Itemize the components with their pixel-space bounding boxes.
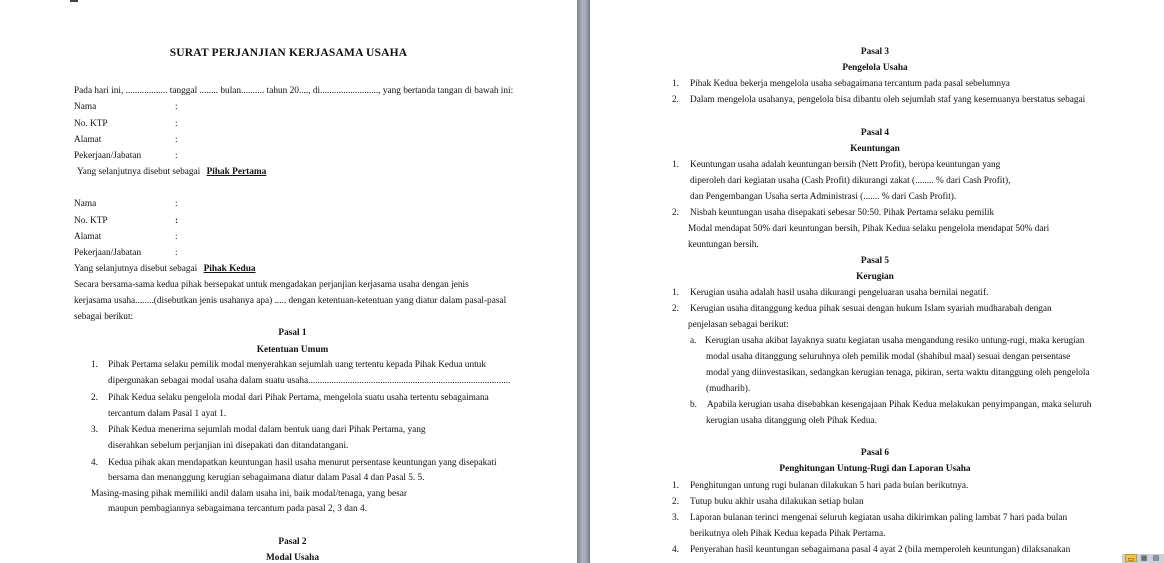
list-item-cont: dipergunakan sebagai modal usaha dalam suatu usaha....................................................................................... bbox=[108, 376, 511, 386]
field-label: No. KTP bbox=[74, 119, 108, 129]
list-item-cont: keuntungan bersih. bbox=[688, 240, 759, 250]
field-label: No. KTP bbox=[74, 216, 108, 226]
sublist-item-cont: (mudharib). bbox=[706, 384, 751, 394]
field-colon: : bbox=[175, 216, 179, 226]
pasal-heading: Pasal 5 bbox=[860, 256, 890, 266]
field-label: Pekerjaan/Jabatan bbox=[74, 151, 142, 161]
list-number: 2. bbox=[672, 95, 679, 105]
list-item: Kedua pihak akan mendapatkan keuntungan hasil usaha menurut persentase keuntungan yang disepakati bbox=[108, 458, 497, 468]
list-item: Kerugian usaha ditanggung kedua pihak sesuai dengan hukum Islam syariah mudharabah dengan bbox=[690, 304, 1052, 314]
field-colon: : bbox=[175, 199, 178, 209]
sublist-item-cont: modal yang diinvestasikan, sedangkan kerugian tenaga, pikiran, serta waktu ditanggung oleh pengelola bbox=[706, 368, 1090, 378]
field-colon: : bbox=[175, 248, 178, 258]
list-item: Pihak Kedua selaku pengelola modal dari Pihak Pertama, mengelola suatu usaha tertentu sebagaimana bbox=[108, 393, 489, 403]
pasal-title: Ketentuan Umum bbox=[256, 345, 329, 355]
list-number: 3. bbox=[672, 513, 679, 523]
list-item-cont: Modal mendapat 50% dari keuntungan bersih, Pihak Kedua selaku pengelola mendapat 50% dari bbox=[688, 224, 1050, 234]
sublist-item-cont: kerugian usaha ditanggung oleh Pihak Kedua. bbox=[706, 416, 877, 426]
intro-line: Pada hari ini, .................. tanggal ........ bulan.......... tahun 20...., di........................., yang bertanda tangan di bawah ini: bbox=[74, 86, 514, 96]
web-layout-icon[interactable]: ▤ bbox=[1152, 554, 1160, 562]
pasal1-extra-cont: maupun pembagiannya sebagaimana tercantum pada pasal 2, 3 dan 4. bbox=[108, 504, 367, 514]
pasal-heading: Pasal 6 bbox=[860, 448, 890, 458]
pasal-title: Kerugian bbox=[856, 272, 894, 282]
sublist-item-cont: modal usaha ditanggung seluruhnya oleh pemilik modal (shahibul maal) sesuai dengan persentase bbox=[706, 352, 1071, 362]
list-number: 1. bbox=[672, 160, 679, 170]
field-label: Nama bbox=[74, 199, 97, 209]
list-number: 2. bbox=[672, 304, 679, 314]
pasal-title: Penghitungan Untung-Rugi dan Laporan Usaha bbox=[779, 464, 971, 474]
list-number: 1. bbox=[672, 288, 679, 298]
list-item: Tutup buku akhir usaha dilakukan setiap bulan bbox=[690, 497, 864, 507]
pasal-heading: Pasal 3 bbox=[860, 47, 890, 57]
list-item-cont: tercantum dalam Pasal 1 ayat 1. bbox=[108, 409, 227, 419]
sublist-item: Apabila kerugian usaha disebabkan kesengajaan Pihak Kedua melakukan penyimpangan, maka seluruh bbox=[707, 400, 1092, 410]
field-label: Pekerjaan/Jabatan bbox=[74, 248, 142, 258]
sublist-letter: b. bbox=[690, 400, 697, 410]
party2-reference bbox=[74, 263, 256, 275]
list-number: 2. bbox=[672, 208, 679, 218]
list-item: Pihak Kedua menerima sejumlah modal dalam bentuk uang dari Pihak Pertama, yang bbox=[108, 425, 426, 435]
field-colon: : bbox=[175, 135, 178, 145]
sublist-item: Kerugian usaha akibat layaknya suatu kegiatan usaha mengandung resiko untung-rugi, maka kerugian bbox=[705, 336, 1085, 346]
field-label: Alamat bbox=[74, 135, 102, 145]
list-number: 3. bbox=[91, 425, 98, 435]
list-item: Pihak Kedua bekerja mengelola usaha sebagaimana tercantum pada pasal sebelumnya bbox=[690, 79, 1010, 89]
list-item-cont: diperoleh dari kegiatan usaha (Cash Profit) dikurangi zakat (........ % dari Cash Profit), bbox=[690, 176, 1011, 186]
field-colon: : bbox=[175, 151, 178, 161]
list-item-cont: bersama dan menanggung kerugian sebagaimana diatur dalam Pasal 4 dan Pasal 5. 5. bbox=[108, 473, 425, 483]
list-number: 4. bbox=[672, 545, 679, 555]
field-colon: : bbox=[175, 102, 178, 112]
pasal-title: Keuntungan bbox=[850, 144, 900, 154]
list-number: 1. bbox=[672, 79, 679, 89]
list-number: 1. bbox=[91, 360, 98, 370]
pasal-title: Pengelola Usaha bbox=[842, 63, 908, 73]
list-item: Laporan bulanan terinci mengenai seluruh kegiatan usaha dikirimkan paling lambat 7 hari pada bulan bbox=[690, 513, 1068, 523]
document-page-right bbox=[590, 0, 1164, 563]
list-item-cont: dan Pengembangan Usaha serta Administrasi (....... % dari Cash Profit). bbox=[690, 192, 957, 202]
view-mode-toolbar bbox=[1122, 554, 1164, 563]
list-item: Dalam mengelola usahanya, pengelola bisa dibantu oleh sejumlah staf yang kesemuanya berstatus sebagai bbox=[690, 95, 1086, 105]
pasal-heading: Pasal 4 bbox=[860, 128, 890, 138]
pasal-heading: Pasal 1 bbox=[278, 328, 307, 338]
agreement-line: kerjasama usaha........(disebutkan jenis usahanya apa) ..... dengan ketentuan-ketentuan yang diatur dalam pasal-pasal bbox=[74, 296, 507, 306]
party1-ref-name: Pihak Pertama bbox=[206, 167, 267, 177]
list-item: Penyerahan hasil keuntungan sebagaimana pasal 4 ayat 2 (bila memperoleh keuntungan) dilaksanakan bbox=[690, 545, 1071, 555]
pasal-heading: Pasal 2 bbox=[278, 537, 307, 547]
agreement-line: sebagai berikut: bbox=[74, 312, 134, 322]
pasal-title: Modal Usaha bbox=[266, 553, 319, 563]
agreement-line: Secara bersama-sama kedua pihak bersepakat untuk mengadakan perjanjian kerjasama usaha dengan jenis bbox=[74, 280, 469, 290]
pasal1-extra: Masing-masing pihak memiliki andil dalam usaha ini, baik modal/tenaga, yang besar bbox=[91, 489, 408, 499]
list-item-cont: penjelasan sebagai berikut: bbox=[688, 320, 789, 330]
field-colon: : bbox=[175, 232, 178, 242]
print-layout-icon[interactable]: ▭ bbox=[1125, 554, 1137, 562]
list-item-cont: diserahkan sebelum perjanjian ini disepakati dan ditandatangani. bbox=[108, 441, 349, 451]
list-item: Keuntungan usaha adalah keuntungan bersih (Nett Profit), berupa keuntungan yang bbox=[690, 160, 1001, 170]
list-item: Nisbah keuntungan usaha disepakati sebesar 50:50. Pihak Pertama selaku pemilik bbox=[690, 208, 995, 218]
list-number: 2. bbox=[672, 497, 679, 507]
list-item: Kerugian usaha adalah hasil usaha dikurangi pengeluaran usaha bernilai negatif. bbox=[690, 288, 989, 298]
sublist-letter: a. bbox=[690, 336, 697, 346]
party1-reference bbox=[77, 166, 266, 178]
document-page-left bbox=[0, 0, 577, 563]
list-number: 4. bbox=[91, 458, 98, 468]
list-item: Penghitungan untung rugi bulanan dilakukan 5 hari pada bulan berikutnya. bbox=[690, 481, 969, 491]
party2-ref-name: Pihak Kedua bbox=[203, 264, 256, 274]
ruler-marker bbox=[70, 0, 78, 2]
field-label: Nama bbox=[74, 102, 97, 112]
party1-ref-prefix: Yang selanjutnya disebut sebagai bbox=[77, 167, 201, 177]
page-gap bbox=[577, 0, 590, 563]
document-title: SURAT PERJANJIAN KERJASAMA USAHA bbox=[169, 47, 408, 59]
field-colon: : bbox=[175, 119, 178, 129]
full-screen-icon[interactable]: ▦ bbox=[1140, 554, 1148, 562]
party2-ref-prefix: Yang selanjutnya disebut sebagai bbox=[74, 264, 198, 274]
list-item: Pihak Pertama selaku pemilik modal menyerahkan sejumlah uang tertentu kepada Pihak Kedua untuk bbox=[108, 360, 486, 370]
field-label: Alamat bbox=[74, 232, 102, 242]
list-item-cont: berikutnya oleh Pihak Kedua kepada Pihak Pertama. bbox=[690, 529, 886, 539]
list-number: 1. bbox=[672, 481, 679, 491]
list-number: 2. bbox=[91, 393, 98, 403]
